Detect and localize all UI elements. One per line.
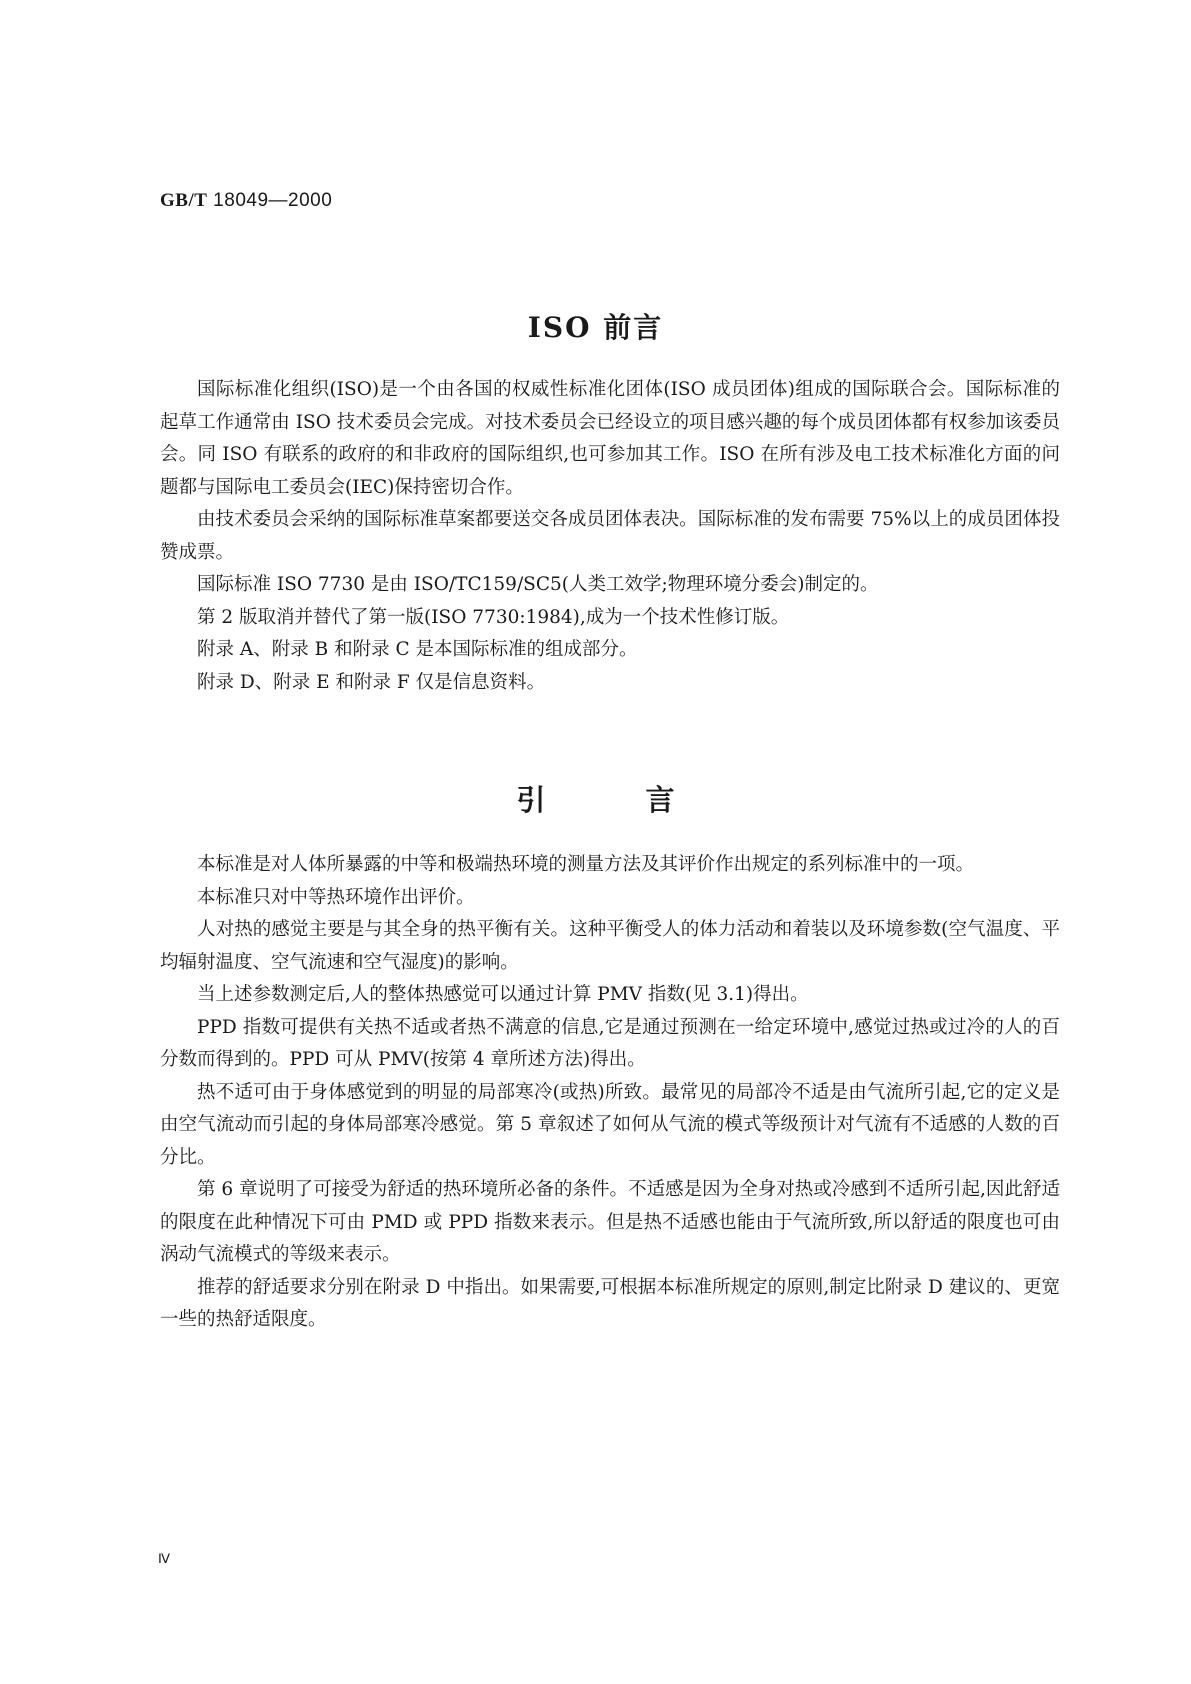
document-code-prefix: GB/T (160, 190, 208, 211)
iso-foreword-title: ISO 前言 (527, 311, 664, 344)
page-number: Ⅳ (158, 1551, 170, 1566)
iso-foreword-paragraph: 附录 D、附录 E 和附录 F 仅是信息资料。 (197, 671, 546, 693)
document-code (160, 190, 332, 212)
introduction-title-part1: 引 (516, 783, 546, 817)
iso-foreword-paragraph: 国际标准 ISO 7730 是由 ISO/TC159/SC5(人类工效学;物理环境分委会)制定的。 (197, 574, 879, 595)
iso-foreword-paragraph: 国际标准化组织(ISO)是一个由各国的权威性标准化团体(ISO 成员团体)组成的国际联合会。国际标准的起草工作通常由 ISO 技术委员会完成。对技术委员会已经设立的项目感兴趣的每个成员团体都有权参加该委员会。同 ISO 有联系的政府的和非政府的国际组织,也可参加其工作。ISO 在所有涉及电工技术标准化方面的问题都与国际电工委员会(IEC)保持密切合作。 (160, 379, 1060, 498)
introduction-title (0, 778, 1191, 819)
iso-foreword-paragraph: 第 2 版取消并替代了第一版(ISO 7730:1984),成为一个技术性修订版。 (197, 606, 790, 628)
iso-foreword-paragraph: 附录 A、附录 B 和附录 C 是本国际标准的组成部分。 (197, 639, 638, 660)
iso-foreword-paragraph: 由技术委员会采纳的国际标准草案都要送交各成员团体表决。国际标准的发布需要 75%以上的成员团体投赞成票。 (160, 509, 1060, 563)
introduction-paragraph: 第 6 章说明了可接受为舒适的热环境所必备的条件。不适感是因为全身对热或冷感到不适所引起,因此舒适的限度在此种情况下可由 PMD 或 PPD 指数来表示。但是热不适感也能由于气流所致,所以舒适的限度也可由涡动气流模式的等级来表示。 (160, 1179, 1060, 1265)
introduction-paragraph: 推荐的舒适要求分别在附录 D 中指出。如果需要,可根据本标准所规定的原则,制定比附录 D 建议的、更宽一些的热舒适限度。 (160, 1276, 1060, 1330)
introduction-paragraph: 人对热的感觉主要是与其全身的热平衡有关。这种平衡受人的体力活动和着装以及环境参数(空气温度、平均辐射温度、空气流速和空气湿度)的影响。 (160, 919, 1060, 973)
introduction-body (160, 849, 1060, 1337)
iso-foreword-body (160, 374, 1060, 699)
introduction-paragraph: PPD 指数可提供有关热不适或者热不满意的信息,它是通过预测在一给定环境中,感觉过热或过冷的人的百分数而得到的。PPD 可从 PMV(按第 4 章所述方法)得出。 (160, 1016, 1060, 1070)
introduction-paragraph: 本标准是对人体所暴露的中等和极端热环境的测量方法及其评价作出规定的系列标准中的一项。 (197, 854, 975, 875)
introduction-paragraph: 热不适可由于身体感觉到的明显的局部寒冷(或热)所致。最常见的局部冷不适是由气流所引起,它的定义是由空气流动而引起的身体局部寒冷感觉。第 5 章叙述了如何从气流的模式等级预计对气流有不适感的人数的百分比。 (160, 1081, 1060, 1168)
introduction-paragraph: 当上述参数测定后,人的整体热感觉可以通过计算 PMV 指数(见 3.1)得出。 (197, 984, 809, 1005)
introduction-paragraph: 本标准只对中等热环境作出评价。 (197, 886, 475, 908)
introduction-title-part2: 言 (645, 783, 675, 817)
document-code-number: 18049—2000 (207, 190, 333, 211)
